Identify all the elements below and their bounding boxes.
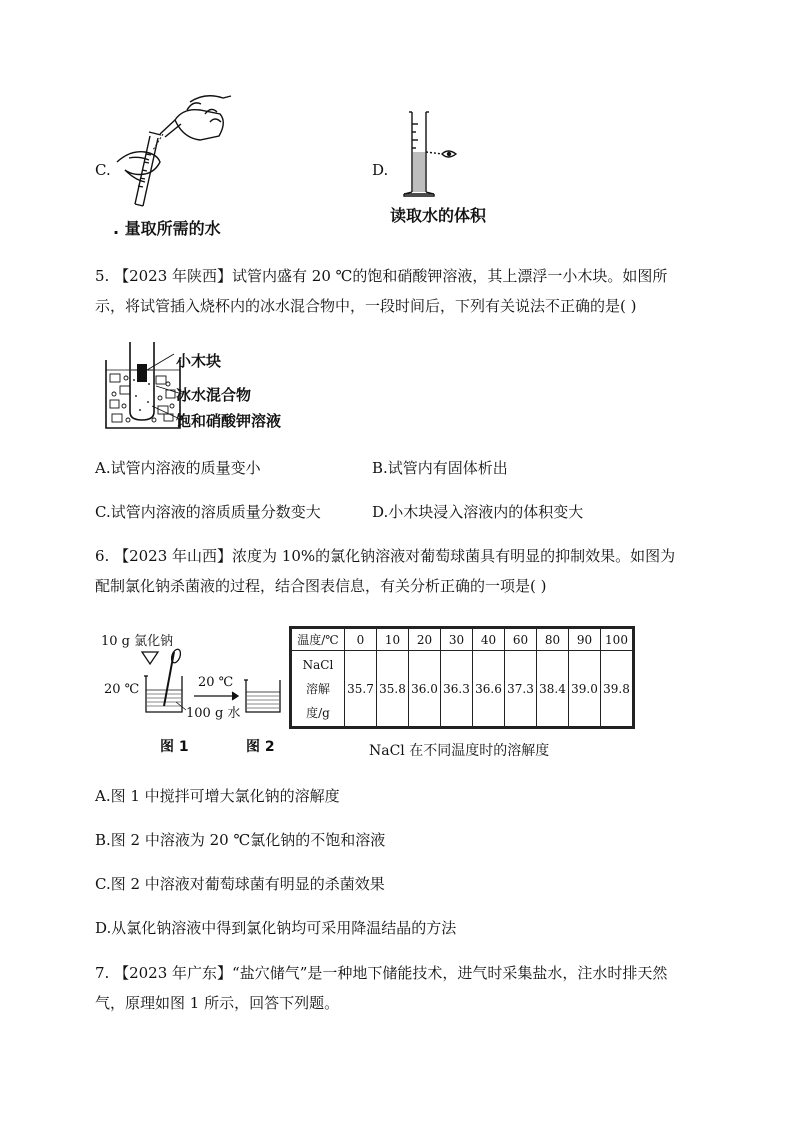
solubility-table xyxy=(291,628,633,727)
row-label-line: NaCl xyxy=(302,657,334,672)
q6-stem-line2: 配制氯化钠杀菌液的过程，结合图表信息，有关分析正确的一项是( ) xyxy=(95,577,547,595)
label-wood-block: 小木块 xyxy=(176,352,222,370)
q6-option-b: B.图 2 中溶液为 20 ℃氯化钠的不饱和溶液 xyxy=(95,831,386,849)
table-caption: NaCl 在不同温度时的溶解度 xyxy=(369,743,550,759)
q5-option-a: A.试管内溶液的质量变小 xyxy=(95,459,261,477)
table-value-cell: 37.3 xyxy=(505,651,537,727)
q5-stem-line1: 5. 【2023 年陕西】试管内盛有 20 ℃的饱和硝酸钾溶液，其上漂浮一小木块。如图所 xyxy=(95,267,668,285)
q6-option-c: C.图 2 中溶液对葡萄球菌有明显的杀菌效果 xyxy=(95,875,385,893)
q7-stem-line1: 7. 【2023 年广东】“盐穴储气”是一种地下储能技术，进气时采集盐水，注水时排天然 xyxy=(95,964,668,982)
q5-option-c: C.试管内溶液的溶质质量分数变大 xyxy=(95,503,321,521)
table-temp-cell: 100 xyxy=(601,629,633,651)
table-temp-cell: 20 xyxy=(409,629,441,651)
q5-option-d: D.小木块浸入溶液内的体积变大 xyxy=(372,503,584,521)
row-label-line: 度/g xyxy=(306,705,330,720)
table-value-cell: 39.0 xyxy=(569,651,601,727)
read-volume-illustration xyxy=(400,108,470,200)
option-d-letter: D. xyxy=(372,161,389,179)
table-row-label xyxy=(292,651,345,727)
table-temp-cell: 0 xyxy=(345,629,377,651)
q6-option-d: D.从氯化钠溶液中得到氯化钠均可采用降温结晶的方法 xyxy=(95,919,457,937)
table-temp-cell: 30 xyxy=(441,629,473,651)
table-value-cell: 39.8 xyxy=(601,651,633,727)
fig2-label: 图 2 xyxy=(246,739,275,755)
q5-option-b: B.试管内有固体析出 xyxy=(372,459,508,477)
label-saturated-solution: 饱和硝酸钾溶液 xyxy=(176,412,282,430)
table-header-label: 温度/℃ xyxy=(292,629,345,651)
option-c-caption: . 量取所需的水 xyxy=(113,219,221,238)
arrow-temp-label: 20 ℃ xyxy=(198,675,234,690)
table-value-cell: 36.0 xyxy=(409,651,441,727)
table-temp-cell: 90 xyxy=(569,629,601,651)
table-temp-cell: 40 xyxy=(473,629,505,651)
option-c-letter: C. xyxy=(95,161,111,179)
label-ice-water: 冰水混合物 xyxy=(176,386,252,404)
temp-left-label: 20 ℃ xyxy=(104,682,140,697)
solubility-table-frame xyxy=(289,626,635,729)
table-value-cell: 35.7 xyxy=(345,651,377,727)
q6-option-a: A.图 1 中搅拌可增大氯化钠的溶解度 xyxy=(95,787,340,805)
beaker-test-tube-figure xyxy=(104,340,184,432)
table-temp-cell: 10 xyxy=(377,629,409,651)
fig1-label: 图 1 xyxy=(160,739,189,755)
pour-water-illustration xyxy=(105,92,235,212)
table-value-cell: 38.4 xyxy=(537,651,569,727)
table-value-cell: 36.6 xyxy=(473,651,505,727)
table-value-cell: 35.8 xyxy=(377,651,409,727)
option-d-caption: 读取水的体积 xyxy=(390,206,487,225)
salt-label: 10 g 氯化钠 xyxy=(101,634,174,649)
q7-stem-line2: 气，原理如图 1 所示，回答下列题。 xyxy=(95,994,340,1012)
table-temp-cell: 80 xyxy=(537,629,569,651)
q6-stem-line1: 6. 【2023 年山西】浓度为 10%的氯化钠溶液对葡萄球菌具有明显的抑制效果。如图为 xyxy=(95,547,676,565)
table-value-cell: 36.3 xyxy=(441,651,473,727)
q5-stem-line2: 示，将试管插入烧杯内的冰水混合物中，一段时间后，下列有关说法不正确的是( ) xyxy=(95,297,637,315)
water-label: 100 g 水 xyxy=(186,706,241,721)
table-temp-cell: 60 xyxy=(505,629,537,651)
row-label-line: 溶解 xyxy=(305,681,330,696)
